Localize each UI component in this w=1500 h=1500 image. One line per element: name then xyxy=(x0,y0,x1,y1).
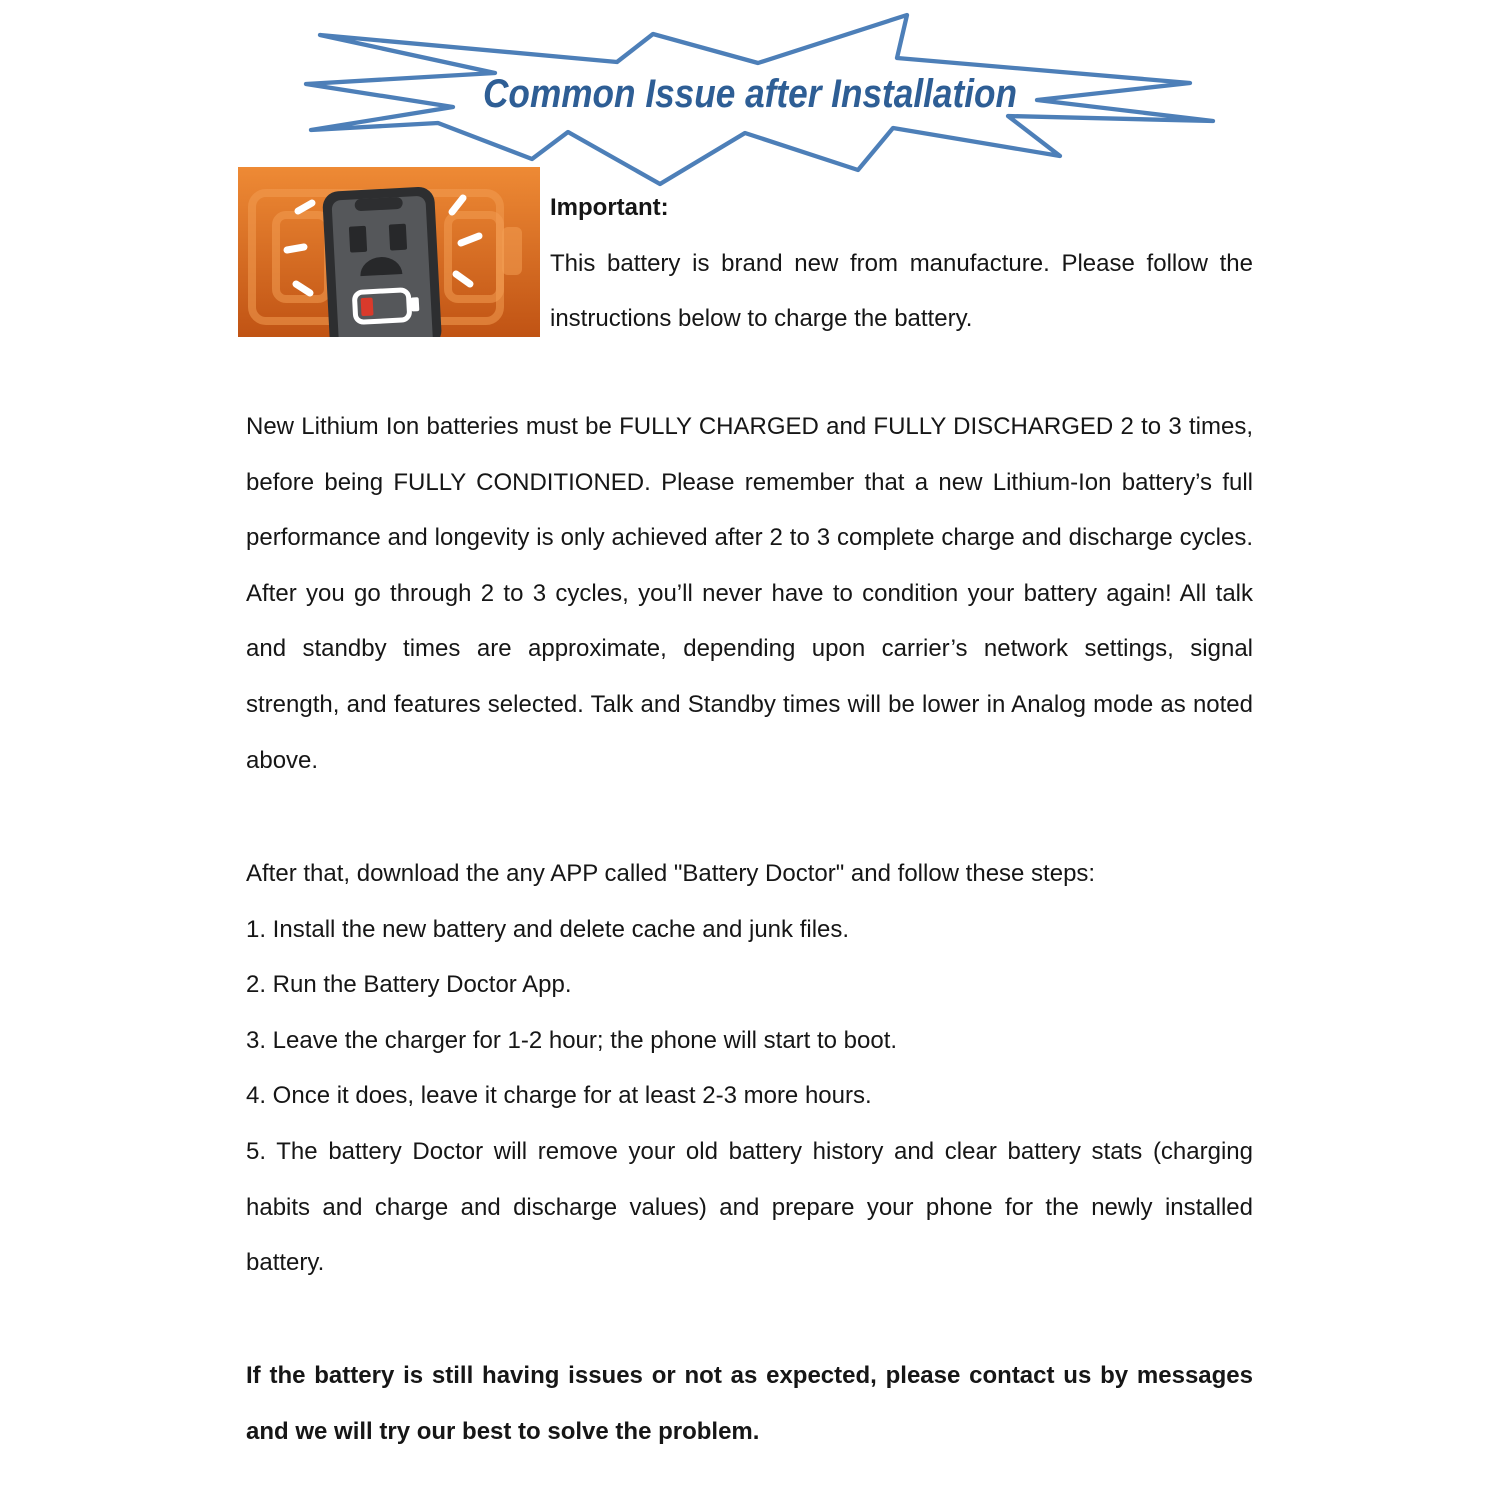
step-item: 5. The battery Doctor will remove your old battery history and clear battery stats (charging habits and charge and discharge values) and prepare your phone for the newly installed battery. xyxy=(246,1137,1253,1277)
important-heading: Important: xyxy=(550,194,669,221)
phone-icon xyxy=(322,186,442,337)
low-battery-illustration xyxy=(238,167,540,337)
contact-note-text: If the battery is still having issues or not as expected, please contact us by messages and we will try our best to solve the problem. xyxy=(246,1362,1253,1445)
step-item: 1. Install the new battery and delete cache and junk files. xyxy=(246,915,850,943)
contact-note xyxy=(246,1348,1253,1459)
page-title: Common Issue after Installation xyxy=(483,72,1017,116)
conditioning-paragraph xyxy=(246,399,1253,788)
battery-doctor-steps xyxy=(246,846,1253,1291)
steps-intro: After that, download the any APP called "Battery Doctor" and follow these steps: xyxy=(246,860,1096,887)
step-item: 2. Run the Battery Doctor App. xyxy=(246,971,572,999)
important-note xyxy=(550,180,1253,347)
paragraph-text: New Lithium Ion batteries must be FULLY CHARGED and FULLY DISCHARGED 2 to 3 times, before being FULLY CONDITIONED. Please remember that a new Lithium-Ion battery’s full performance and longevity is only achieved after 2 to 3 complete charge and discharge cycles. After you go through 2 to 3 cycles, you’ll never have to condition your battery again! All talk and standby times are approximate, depending upon carrier’s network settings, signal strength, and features selected. Talk and Standby times will be lower in Analog mode as noted above. xyxy=(246,413,1253,774)
step-item: 3. Leave the charger for 1-2 hour; the phone will start to boot. xyxy=(246,1026,898,1054)
important-text: This battery is brand new from manufacture. Please follow the instructions below to charge the battery. xyxy=(550,249,1253,333)
step-item: 4. Once it does, leave it charge for at least 2-3 more hours. xyxy=(246,1082,872,1110)
